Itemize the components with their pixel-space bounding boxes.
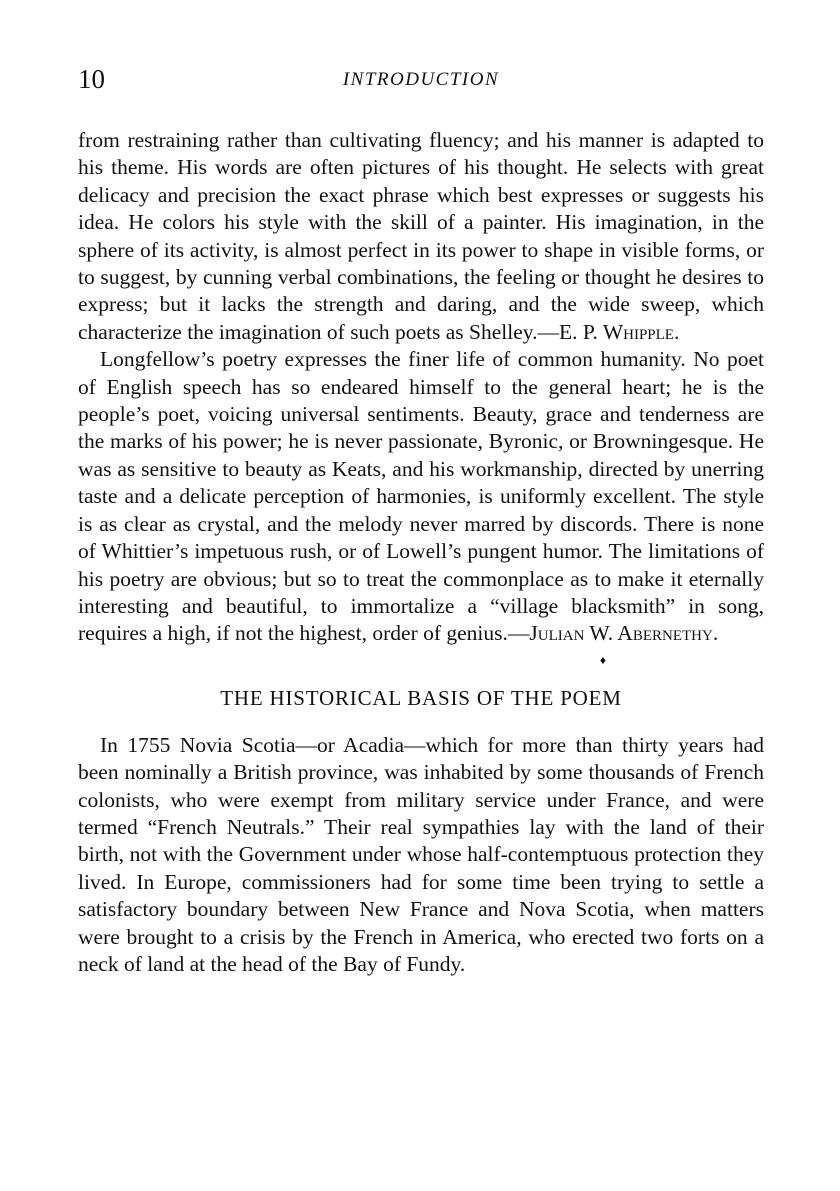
quote-text: from restraining rather than cultivating fluency; and his manner is adapted to his theme. His words are often pictures of his thought. He selects with great delicacy and precision the exact phrase which best expresses or suggests his idea. He colors his style with the skill of a painter. His imagination, in the sphere of its activity, is almost perfect in its power to shape in visible forms, or to suggest, by cunning verbal combinations, the feeling or thought he desires to express; but it lacks the strength and daring, and the wide sweep, which characterize the imagination of such poets as Shelley.— (78, 128, 764, 344)
page-number: 10 (78, 64, 105, 94)
quote-text: Longfellow’s poetry expresses the finer life of common humanity. No poet of English speech has so endeared himself to the general heart; he is the people’s poet, voicing universal sentiments. Beauty, grace and tenderness are the marks of his power; he is never passionate, Byronic, or Browningesque. He was as sensitive to beauty as Keats, and his workmanship, directed by unerring taste and a delicate perception of harmonies, is uniformly excellent. The style is as clear as crystal, and the melody never marred by discords. There is none of Whittier’s impetuous rush, or of Lowell’s pungent humor. The limitations of his poetry are obvious; but so to treat the commonplace as to make it eternally interesting and beautiful, to immortalize a “village blacksmith” in song, requires a high, if not the highest, order of genius.— (78, 347, 764, 646)
section-heading: THE HISTORICAL BASIS OF THE POEM (220, 685, 622, 710)
stray-mark (78, 648, 764, 684)
abernethy-quote (78, 346, 764, 647)
historical-basis-paragraph: In 1755 Novia Scotia—or Acadia—which for more than thirty years had been nominally a British province, was inhabited by some thousands of French colonists, who were exempt from military service under France, and were termed “French Neutrals.” Their real sympathies lay with the land of their birth, not with the Government under whose half-contemptuous protection they lived. In Europe, commissioners had for some time been trying to settle a satisfactory boundary between New France and Nova Scotia, when matters were brought to a crisis by the French in America, who erected two forts on a neck of land at the head of the Bay of Fundy. (78, 732, 764, 976)
ink-dot-icon: ♦ (599, 652, 606, 667)
body-text (78, 127, 764, 978)
running-head (78, 62, 764, 96)
whipple-quote (78, 127, 764, 346)
book-page (78, 62, 764, 978)
running-title: INTRODUCTION (342, 69, 500, 90)
quote-attribution: Julian W. Abernethy. (529, 621, 719, 646)
quote-attribution: E. P. Whipple. (559, 319, 680, 344)
